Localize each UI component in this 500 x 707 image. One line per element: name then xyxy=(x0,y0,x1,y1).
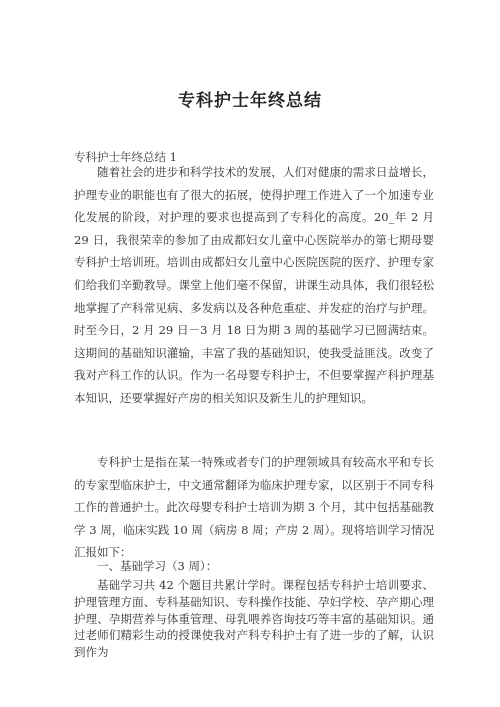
body-paragraph: 随着社会的进步和科学技术的发展，人们对健康的需求日益增长，护理专业的职能也有了很大的拓展，使得护理工作进入了一个加速专业化发展的阶段，对护理的要求也提高到了专科化的高度。20_年 2 月 29 日，我很荣幸的参加了由成都妇女儿童中心医院举办的第七期母婴专科护士培训班。培训由成都妇女儿童中心医院医院的医疗、护理专家们给我们辛勤教导。课堂上他们毫不保留，讲课生动具体，我们很轻松地掌握了产科常见病、多发病以及各种危重症、并发症的治疗与护理。时至今日，2 月 29 日－3 月 18 日为期 3 周的基础学习已圆满结束。这期间的基础知识灌输，丰富了我的基础知识，使我受益匪浅。改变了我对产科工作的认识。作为一名母婴专科护士，不但要掌握产科护理基本知识，还要掌握好产房的相关知识及新生儿的护理知识。 xyxy=(74,165,434,405)
document-title: 专科护士年终总结 xyxy=(178,91,322,111)
section-heading: 专科护士年终总结 1 xyxy=(74,150,177,164)
body-paragraph: 基础学习共 42 个题目共累计学时。课程包括专科护士培训要求、护理管理方面、专科基础知识、专科操作技能、孕妇学校、孕产期心理护理、孕期营养与体重管理、母乳喂养咨询技巧等丰富的基础知识。通过老师们精彩生动的授课使我对产科专科护士有了进一步的了解，认识到作为 xyxy=(74,578,434,660)
subsection-heading: 一、基础学习（3 周）： xyxy=(97,559,218,573)
body-paragraph: 专科护士是指在某一特殊或者专门的护理领域具有较高水平和专长的专家型临床护士，中文通常翻译为临床护理专家，以区别于不同专科工作的普通护士。此次母婴专科护士培训为期 3 个月，其中包括基础教学 3 周，临床实践 10 周（病房 8 周；产房 2 周）。现将培训学习情况汇报如下： xyxy=(74,455,434,560)
